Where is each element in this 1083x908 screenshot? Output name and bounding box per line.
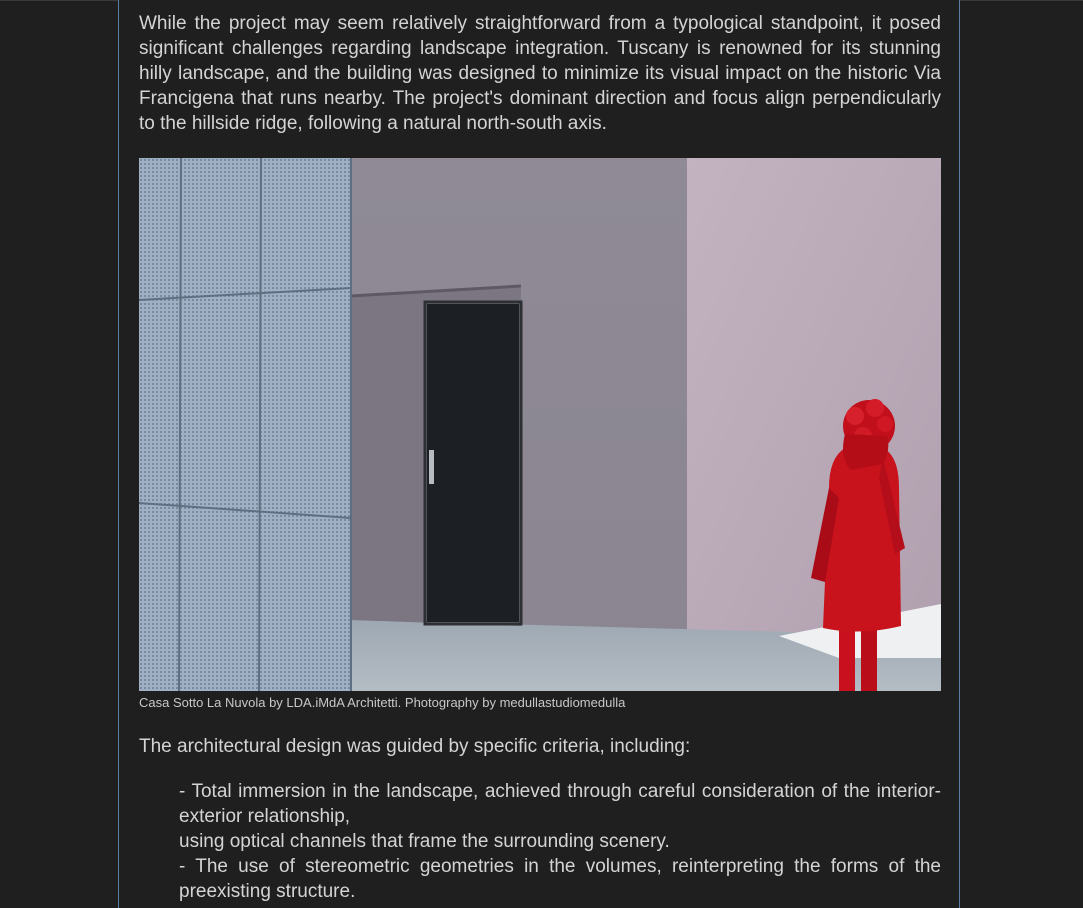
architecture-photo-illustration	[139, 158, 941, 691]
door-handle	[429, 450, 434, 484]
article-paragraph-criteria-intro: The architectural design was guided by specific criteria, including:	[139, 736, 691, 757]
article-photo[interactable]	[139, 158, 941, 691]
article-column[interactable]	[118, 0, 960, 908]
perforated-facade	[139, 158, 351, 691]
criteria-list	[179, 779, 941, 904]
criteria-item: - Total immersion in the landscape, achieved through careful consideration of the interior-exterior relationship,	[179, 781, 941, 827]
criteria-item-continuation: using optical channels that frame the surrounding scenery.	[179, 831, 670, 852]
image-caption: Casa Sotto La Nuvola by LDA.iMdA Architetti. Photography by medullastudiomedulla	[139, 695, 626, 710]
criteria-item: - The use of stereometric geometries in the volumes, reinterpreting the forms of the preexisting structure.	[179, 856, 941, 902]
article-paragraph-landscape: While the project may seem relatively straightforward from a typological standpoint, it posed significant challenges regarding landscape integration. Tuscany is renowned for its stunning hilly landscape, and the building was designed to minimize its visual impact on the historic Via Francigena that runs nearby. The project's dominant direction and focus align perpendicularly to the hillside ridge, following a natural north-south axis.	[139, 13, 941, 134]
glass-door	[427, 304, 519, 622]
pink-wall	[687, 158, 941, 691]
